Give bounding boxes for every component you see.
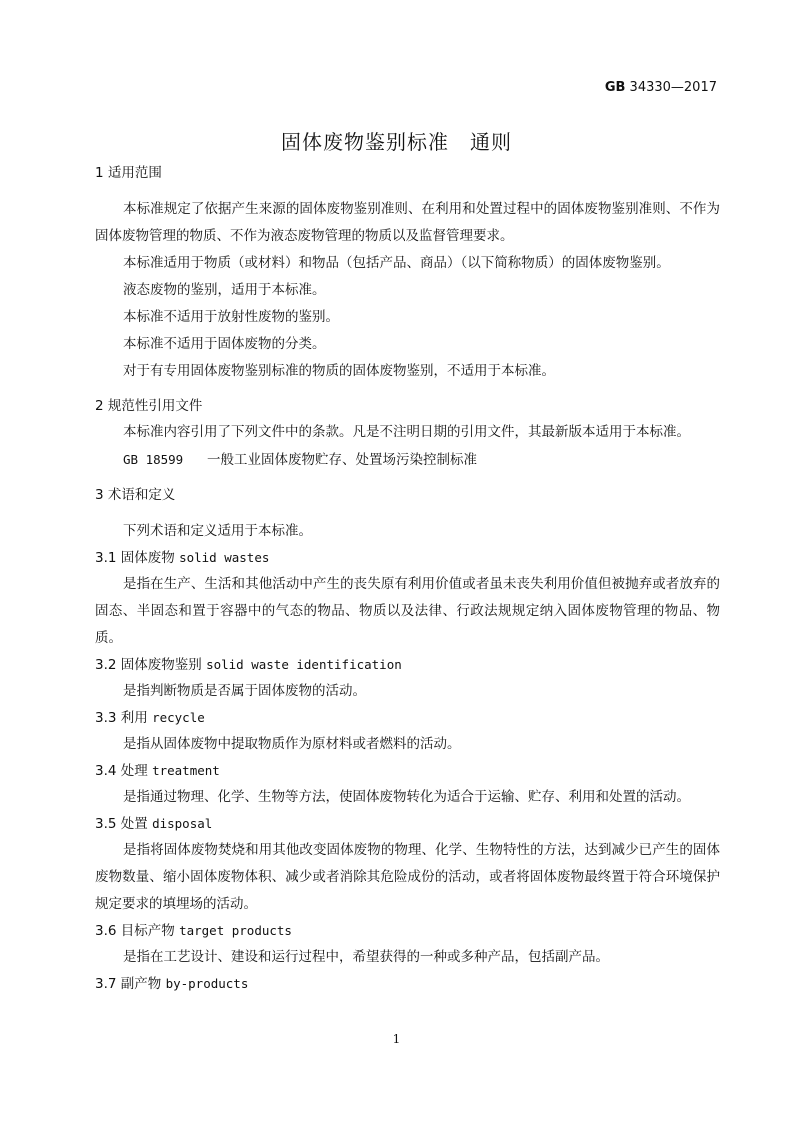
standard-prefix: GB — [604, 80, 626, 95]
term-number: 3.3 — [95, 710, 117, 726]
reference-code: GB 18599 — [123, 452, 184, 467]
reference-title: 一般工业固体废物贮存、处置场污染控制标准 — [207, 452, 477, 468]
term-english: recycle — [152, 710, 205, 725]
section-1-heading: 1 适用范围 — [95, 165, 162, 181]
term-chinese: 固体废物鉴别 — [120, 657, 202, 673]
term-chinese: 处置 — [120, 816, 148, 832]
term-english: solid wastes — [179, 550, 270, 565]
term-number: 3.2 — [95, 657, 117, 673]
section-1-paragraph: 对于有专用固体废物鉴别标准的物质的固体废物鉴别，不适用于本标准。 — [123, 363, 555, 379]
term-chinese: 固体废物 — [120, 550, 175, 566]
term-number: 3.1 — [95, 550, 117, 566]
term-definition: 是指在工艺设计、建设和运行过程中，希望获得的一种或多种产品，包括副产品。 — [123, 949, 609, 965]
term-english: solid waste identification — [206, 657, 402, 672]
section-3-intro: 下列术语和定义适用于本标准。 — [123, 523, 312, 539]
term-heading — [95, 652, 720, 678]
section-2-heading: 2 规范性引用文件 — [95, 398, 203, 414]
term-definition: 是指通过物理、化学、生物等方法，使固体废物转化为适合于运输、贮存、利用和处置的活动。 — [123, 789, 690, 805]
term-english: disposal — [152, 816, 213, 831]
term-chinese: 处理 — [120, 763, 148, 779]
term-definition: 是指在生产、生活和其他活动中产生的丧失原有利用价值或者虽未丧失利用价值但被抛弃或者放弃的固态、半固态和置于容器中的气态的物品、物质以及法律、行政法规规定纳入固体废物管理的物品、物质。 — [95, 576, 720, 646]
term-heading — [95, 545, 720, 571]
term-chinese: 利用 — [120, 710, 148, 726]
term-definition: 是指将固体废物焚烧和用其他改变固体废物的物理、化学、生物特性的方法，达到减少已产生的固体废物数量、缩小固体废物体积、减少或者消除其危险成份的活动，或者将固体废物最终置于符合环境保护规定要求的填埋场的活动。 — [95, 842, 720, 912]
term-heading — [95, 918, 720, 944]
section-1-paragraph: 本标准规定了依据产生来源的固体废物鉴别准则、在利用和处置过程中的固体废物鉴别准则、不作为固体废物管理的物质、不作为液态废物管理的物质以及监督管理要求。 — [95, 201, 720, 244]
section-1-paragraph: 本标准适用于物质（或材料）和物品（包括产品、商品）（以下简称物质）的固体废物鉴别。 — [123, 255, 670, 271]
term-chinese: 目标产物 — [120, 923, 175, 939]
term-number: 3.6 — [95, 923, 117, 939]
term-number: 3.5 — [95, 816, 117, 832]
document-body — [95, 160, 720, 997]
term-english: target products — [179, 923, 292, 938]
term-heading — [95, 811, 720, 837]
term-number: 3.7 — [95, 976, 117, 992]
standard-code — [605, 80, 717, 95]
section-1-paragraph: 本标准不适用于固体废物的分类。 — [123, 336, 326, 352]
term-heading — [95, 758, 720, 784]
term-english: by-products — [165, 976, 249, 991]
term-definition: 是指从固体废物中提取物质作为原材料或者燃料的活动。 — [123, 736, 461, 752]
page-number: 1 — [392, 1032, 401, 1046]
term-heading — [95, 971, 720, 997]
term-heading — [95, 705, 720, 731]
term-definition: 是指判断物质是否属于固体废物的活动。 — [123, 683, 366, 699]
document-title: 固体废物鉴别标准 通则 — [281, 130, 512, 154]
normative-reference — [95, 446, 720, 474]
section-1-paragraph: 本标准不适用于放射性废物的鉴别。 — [123, 309, 339, 325]
term-number: 3.4 — [95, 763, 117, 779]
term-english: treatment — [152, 763, 220, 778]
term-chinese: 副产物 — [120, 976, 162, 992]
section-2-paragraph: 本标准内容引用了下列文件中的条款。凡是不注明日期的引用文件，其最新版本适用于本标准。 — [123, 424, 690, 440]
standard-number: 34330—2017 — [629, 80, 717, 95]
section-1-paragraph: 液态废物的鉴别，适用于本标准。 — [123, 282, 326, 298]
section-3-heading: 3 术语和定义 — [95, 487, 176, 503]
